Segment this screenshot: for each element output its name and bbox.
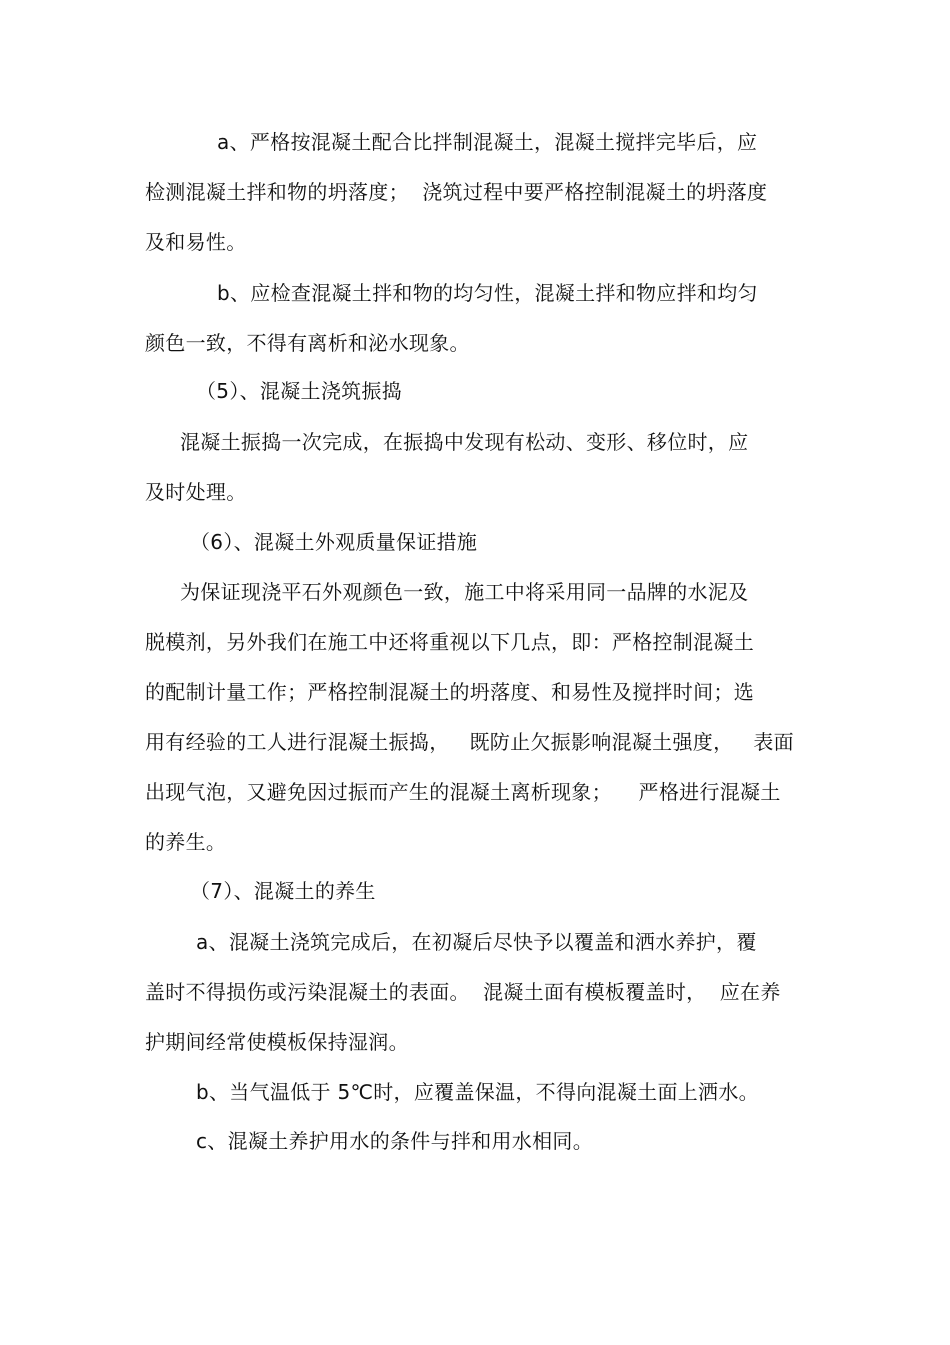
paragraph-line: a、混凝土浇筑完成后，在初凝后尽快予以覆盖和洒水养护，覆	[196, 930, 757, 954]
paragraph-line: 护期间经常使模板保持湿润。	[145, 1030, 409, 1054]
paragraph-line: 及时处理。	[145, 480, 247, 504]
paragraph-line: b、应检查混凝土拌和物的均匀性，混凝土拌和物应拌和均匀	[217, 281, 758, 305]
paragraph-line: 的配制计量工作；严格控制混凝土的坍落度、和易性及搅拌时间；选	[145, 680, 754, 704]
paragraph-line: 颜色一致，不得有离析和泌水现象。	[145, 331, 470, 355]
paragraph-line: 检测混凝土拌和物的坍落度； 浇筑过程中要严格控制混凝土的坍落度	[145, 180, 768, 204]
paragraph-line: c、混凝土养护用水的条件与拌和用水相同。	[196, 1129, 593, 1153]
paragraph-line: 混凝土振捣一次完成，在振捣中发现有松动、变形、移位时，应	[180, 430, 749, 454]
paragraph-line: 为保证现浇平石外观颜色一致，施工中将采用同一品牌的水泥及	[180, 580, 749, 604]
paragraph-line: 用有经验的工人进行混凝土振捣， 既防止欠振影响混凝土强度， 表面	[145, 730, 794, 754]
paragraph-line: 盖时不得损伤或污染混凝土的表面。 混凝土面有模板覆盖时， 应在养	[145, 980, 781, 1004]
section-heading: （5）、混凝土浇筑振捣	[196, 379, 403, 403]
paragraph-line: 的养生。	[145, 830, 227, 854]
section-heading: （6）、混凝土外观质量保证措施	[190, 530, 478, 554]
paragraph-line: 及和易性。	[145, 230, 247, 254]
paragraph-line: 出现气泡，又避免因过振而产生的混凝土离析现象； 严格进行混凝土	[145, 780, 781, 804]
paragraph-line: b、当气温低于 5℃时，应覆盖保温，不得向混凝土面上洒水。	[196, 1080, 759, 1104]
paragraph-line: a、严格按混凝土配合比拌制混凝土，混凝土搅拌完毕后，应	[217, 130, 758, 154]
paragraph-line: 脱模剂，另外我们在施工中还将重视以下几点，即：严格控制混凝土	[145, 630, 754, 654]
section-heading: （7）、混凝土的养生	[190, 879, 376, 903]
